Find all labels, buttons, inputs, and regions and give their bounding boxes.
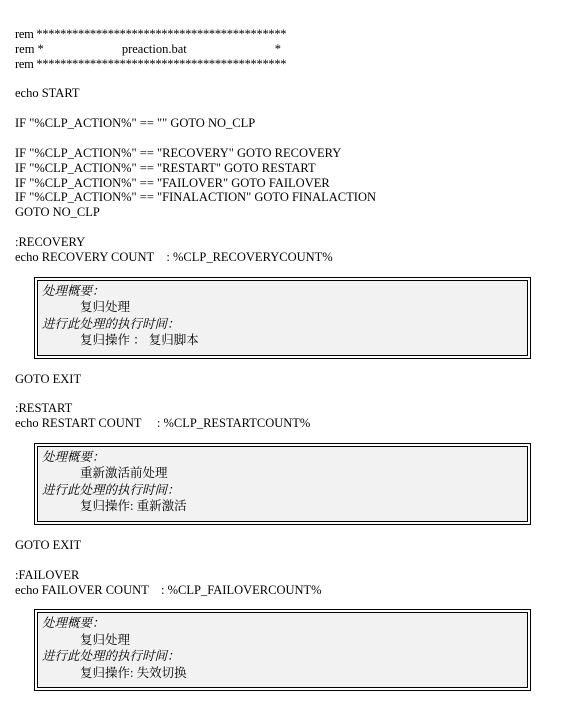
restart-echo-line: echo RESTART COUNT : %CLP_RESTARTCOUNT% (15, 416, 311, 431)
failover-timing-text: 复归操作: 失效切换 (80, 665, 187, 680)
failover-summary-text: 复归处理 (80, 632, 131, 647)
restart-timing-heading: 进行此处理的执行时间： (42, 482, 180, 497)
recovery-note-box (34, 277, 531, 359)
if-finalaction-line: IF "%CLP_ACTION%" == "FINALACTION" GOTO FINALACTION (15, 190, 376, 205)
if-restart-line: IF "%CLP_ACTION%" == "RESTART" GOTO RESTART (15, 160, 316, 175)
header-rem-line-2 (15, 42, 555, 57)
recovery-summary-text: 复归处理 (80, 300, 131, 315)
restart-summary-text: 重新激活前处理 (80, 466, 168, 481)
echo-start-line: echo START (15, 86, 80, 101)
header-rem-prefix: rem * (15, 41, 44, 56)
restart-timing-text: 复归操作: 重新激活 (80, 499, 187, 514)
goto-no-clp-line: GOTO NO_CLP (15, 205, 100, 220)
failover-note-box (34, 609, 531, 691)
recovery-timing-text: 复归操作 ： 复归脚本 (80, 333, 199, 348)
restart-note-box (34, 443, 531, 525)
failover-echo-line: echo FAILOVER COUNT : %CLP_FAILOVERCOUNT% (15, 582, 322, 597)
header-rem-suffix: * (274, 41, 281, 56)
if-recovery-line: IF "%CLP_ACTION%" == "RECOVERY" GOTO RECOVERY (15, 145, 342, 160)
header-rem-line-3: rem ****************************************** (15, 56, 287, 71)
restart-label: :RESTART (15, 401, 73, 416)
recovery-goto-exit: GOTO EXIT (15, 371, 82, 386)
if-empty-line: IF "%CLP_ACTION%" == "" GOTO NO_CLP (15, 116, 256, 131)
header-rem-line-1: rem ****************************************** (15, 27, 287, 41)
script-document (15, 27, 555, 704)
recovery-timing-heading: 进行此处理的执行时间： (42, 316, 180, 331)
restart-summary-heading: 处理概要： (42, 449, 105, 464)
recovery-echo-line: echo RECOVERY COUNT : %CLP_RECOVERYCOUNT% (15, 249, 333, 264)
failover-summary-heading: 处理概要： (42, 616, 105, 631)
recovery-summary-heading: 处理概要： (42, 283, 105, 298)
recovery-label: :RECOVERY (15, 234, 86, 249)
failover-label: :FAILOVER (15, 567, 80, 582)
restart-goto-exit: GOTO EXIT (15, 537, 82, 552)
if-failover-line: IF "%CLP_ACTION%" == "FAILOVER" GOTO FAILOVER (15, 175, 330, 190)
failover-timing-heading: 进行此处理的执行时间： (42, 649, 180, 664)
header-script-name: preaction.bat (121, 41, 187, 56)
